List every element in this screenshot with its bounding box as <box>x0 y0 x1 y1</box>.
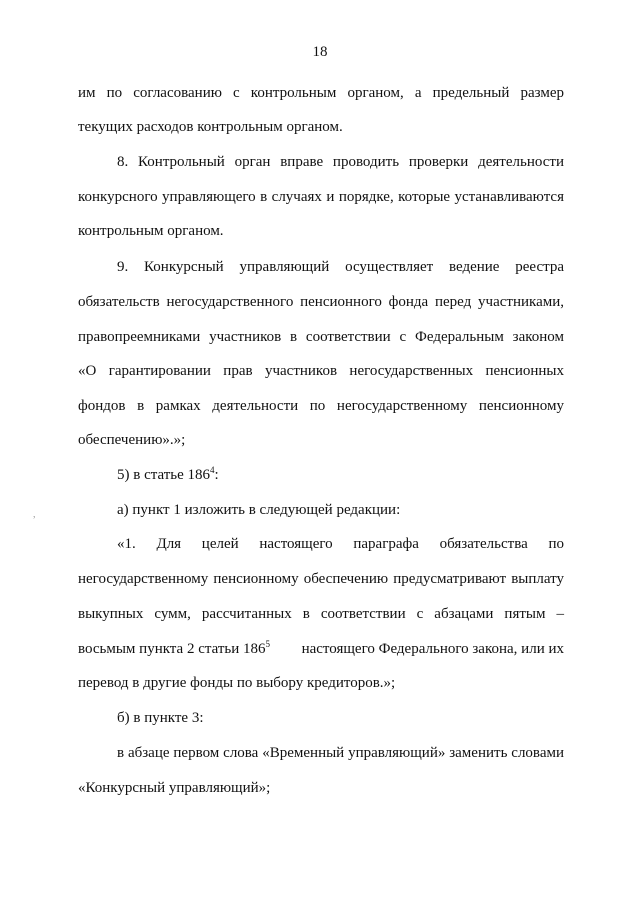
quoted-line-prefix: восьмым пункта 2 статьи 186 <box>78 641 266 657</box>
page-number: 18 <box>312 44 328 60</box>
article-superscript: 4 <box>210 465 215 475</box>
quoted-line: негосударственному пенсионному обеспечению предусматривают выплату <box>78 571 564 587</box>
paragraph-line: 9. Конкурсный управляющий осуществляет ведение реестра <box>117 259 564 275</box>
paragraph-line: «О гарантировании прав участников негосударственных пенсионных <box>78 363 564 379</box>
paragraph-line: «Конкурсный управляющий»; <box>78 780 271 796</box>
subitem-line: а) пункт 1 изложить в следующей редакции: <box>117 502 401 518</box>
paragraph-line: обеспечению».»; <box>78 432 186 448</box>
paragraph-line: контрольным органом. <box>78 223 224 239</box>
subitem-line: б) в пункте 3: <box>117 710 204 726</box>
quoted-line <box>78 640 564 658</box>
article-item-line <box>117 466 564 484</box>
paragraph-line: в абзаце первом слова «Временный управляющий» заменить словами <box>117 745 564 761</box>
quoted-line: выкупных сумм, рассчитанных в соответствии с абзацами пятым – <box>78 606 564 622</box>
paragraph-line: им по согласованию с контрольным органом, а предельный размер <box>78 85 564 101</box>
article-superscript: 5 <box>265 639 271 649</box>
article-item-colon: : <box>214 467 219 483</box>
paragraph-line: правопреемниками участников в соответствии с Федеральным законом <box>78 329 564 345</box>
paragraph-line: конкурсного управляющего в случаях и порядке, которые устанавливаются <box>78 189 564 205</box>
paragraph-line: обязательств негосударственного пенсионного фонда перед участниками, <box>78 294 564 310</box>
margin-mark: , <box>33 509 36 520</box>
quoted-line-text <box>78 640 270 658</box>
quoted-line: перевод в другие фонды по выбору кредиторов.»; <box>78 675 396 691</box>
article-item-text: 5) в статье 186 <box>117 467 211 483</box>
paragraph-line: 8. Контрольный орган вправе проводить проверки деятельности <box>117 154 564 170</box>
quoted-line: «1. Для целей настоящего параграфа обязательства по <box>117 536 564 552</box>
paragraph-line: текущих расходов контрольным органом. <box>78 119 343 135</box>
paragraph-line: фондов в рамках деятельности по негосударственному пенсионному <box>78 398 564 414</box>
quoted-line-suffix: настоящего Федерального закона, или их <box>301 641 564 657</box>
